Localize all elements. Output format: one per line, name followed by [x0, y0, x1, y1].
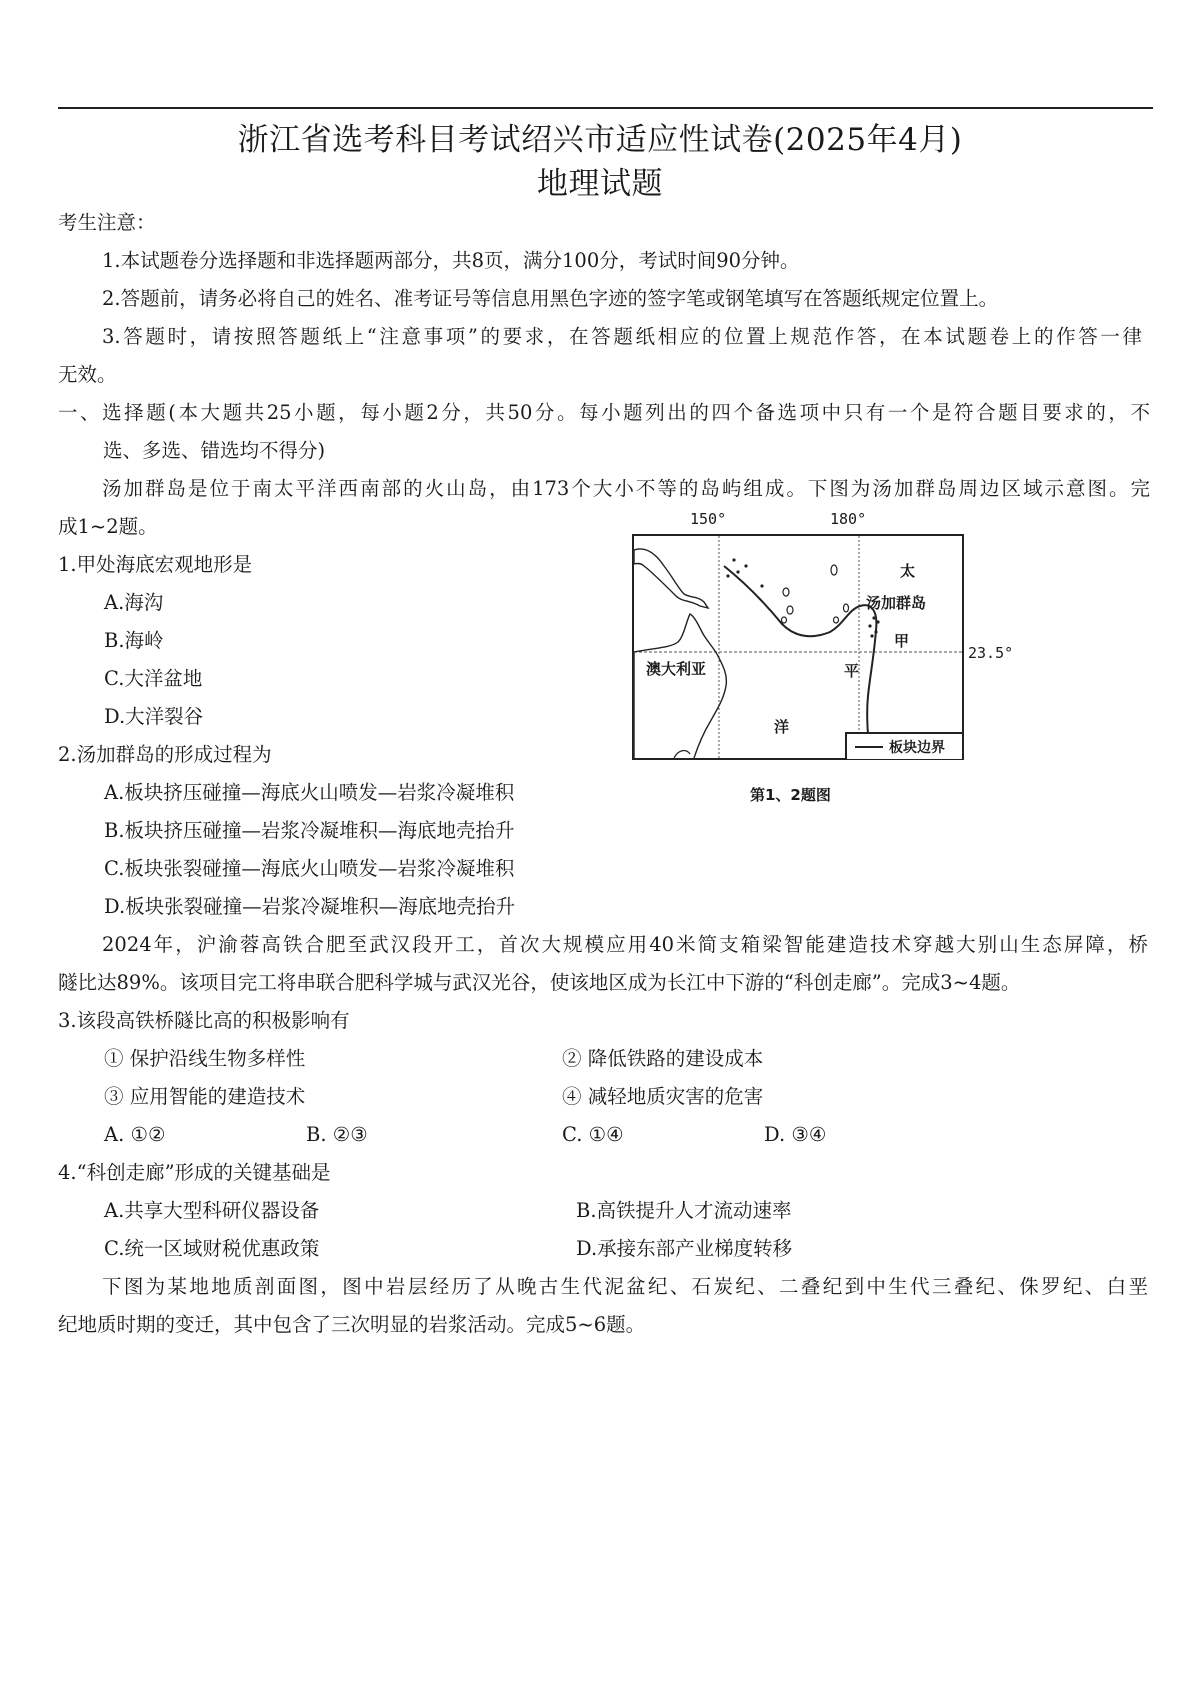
- question-3-stem: 3.该段高铁桥隧比高的积极影响有: [58, 1009, 350, 1032]
- question-3-statement-3: ③ 应用智能的建造技术: [104, 1085, 306, 1108]
- notice-item: 3.答题时，请按照答题纸上“注意事项”的要求，在答题纸相应的位置上规范作答，在本试题卷上的作答一律: [102, 325, 1142, 348]
- passage-geology: 下图为某地地质剖面图，图中岩层经历了从晚古生代泥盆纪、石炭纪、二叠纪到中生代三叠纪、侏罗纪、白垩: [102, 1275, 1148, 1298]
- passage-tonga-continued: 成1~2题。: [58, 515, 158, 538]
- question-4-option-b[interactable]: B.高铁提升人才流动速率: [576, 1199, 792, 1222]
- question-3-option-d[interactable]: D. ③④: [764, 1123, 827, 1146]
- question-1-option-b[interactable]: B.海岭: [104, 629, 164, 652]
- question-2-stem: 2.汤加群岛的形成过程为: [58, 743, 272, 766]
- map-label-australia: 澳大利亚: [646, 660, 707, 678]
- notice-item: 1.本试题卷分选择题和非选择题两部分，共8页，满分100分，考试时间90分钟。: [102, 249, 800, 272]
- passage-railway: 2024年，沪渝蓉高铁合肥至武汉段开工，首次大规模应用40米简支箱梁智能建造技术穿越大别山生态屏障，桥: [102, 933, 1148, 956]
- question-3-statement-2: ② 降低铁路的建设成本: [562, 1047, 764, 1070]
- map-label-jia: 甲: [894, 632, 910, 650]
- notice-item: 2.答题前，请务必将自己的姓名、准考证号等信息用黑色字迹的签字笔或钢笔填写在答题纸规定位置上。: [102, 287, 999, 310]
- notice-heading: 考生注意：: [58, 211, 156, 234]
- question-3-statement-1: ① 保护沿线生物多样性: [104, 1047, 306, 1070]
- map-label-yang: 洋: [774, 718, 790, 736]
- passage-railway-continued: 隧比达89%。该项目完工将串联合肥科学城与武汉光谷，使该地区成为长江中下游的“科创走廊”。完成3~4题。: [58, 971, 1021, 994]
- passage-geology-continued: 纪地质时期的变迁，其中包含了三次明显的岩浆活动。完成5~6题。: [58, 1313, 646, 1336]
- map-legend-text: 板块边界: [889, 740, 945, 756]
- map-label-tonga: 汤加群岛: [866, 594, 927, 612]
- question-3-option-b[interactable]: B. ②③: [306, 1123, 368, 1146]
- exam-subtitle: 地理试题: [537, 166, 663, 202]
- question-2-option-c[interactable]: C.板块张裂碰撞—海底火山喷发—岩浆冷凝堆积: [104, 857, 515, 880]
- question-4-option-d[interactable]: D.承接东部产业梯度转移: [576, 1237, 793, 1260]
- map-longitude-180: 180°: [830, 510, 867, 528]
- question-1-option-c[interactable]: C.大洋盆地: [104, 667, 203, 690]
- top-rule: [58, 107, 1153, 109]
- map-legend: [845, 732, 962, 759]
- map-label-ping: 平: [844, 662, 860, 680]
- question-1-stem: 1.甲处海底宏观地形是: [58, 553, 253, 576]
- question-4-stem: 4.“科创走廊”形成的关键基础是: [58, 1161, 331, 1184]
- map-longitude-150: 150°: [690, 510, 727, 528]
- question-1-option-d[interactable]: D.大洋裂谷: [104, 705, 204, 728]
- tonga-map: [632, 534, 964, 760]
- passage-tonga: 汤加群岛是位于南太平洋西南部的火山岛，由173个大小不等的岛屿组成。下图为汤加群岛周边区域示意图。完: [102, 477, 1150, 500]
- map-label-tai: 太: [900, 562, 916, 580]
- question-2-option-d[interactable]: D.板块张裂碰撞—岩浆冷凝堆积—海底地壳抬升: [104, 895, 516, 918]
- question-3-option-a[interactable]: A. ①②: [104, 1123, 166, 1146]
- section-heading: 一、选择题(本大题共25小题，每小题2分，共50分。每小题列出的四个备选项中只有一个是符合题目要求的，不: [58, 401, 1150, 424]
- question-3-option-c[interactable]: C. ①④: [562, 1123, 624, 1146]
- notice-item-continued: 无效。: [58, 363, 117, 386]
- question-1-option-a[interactable]: A.海沟: [104, 591, 164, 614]
- question-2-option-a[interactable]: A.板块挤压碰撞—海底火山喷发—岩浆冷凝堆积: [104, 781, 515, 804]
- question-3-statement-4: ④ 减轻地质灾害的危害: [562, 1085, 764, 1108]
- exam-title: 浙江省选考科目考试绍兴市适应性试卷(2025年4月): [237, 122, 963, 158]
- figure-caption: 第1、2题图: [750, 786, 831, 804]
- section-heading-continued: 选、多选、错选均不得分): [103, 439, 326, 462]
- question-4-option-a[interactable]: A.共享大型科研仪器设备: [104, 1199, 320, 1222]
- question-2-option-b[interactable]: B.板块挤压碰撞—岩浆冷凝堆积—海底地壳抬升: [104, 819, 515, 842]
- map-latitude-label: 23.5°: [968, 644, 1014, 662]
- question-4-option-c[interactable]: C.统一区域财税优惠政策: [104, 1237, 320, 1260]
- plate-boundary-legend-line: [855, 746, 883, 748]
